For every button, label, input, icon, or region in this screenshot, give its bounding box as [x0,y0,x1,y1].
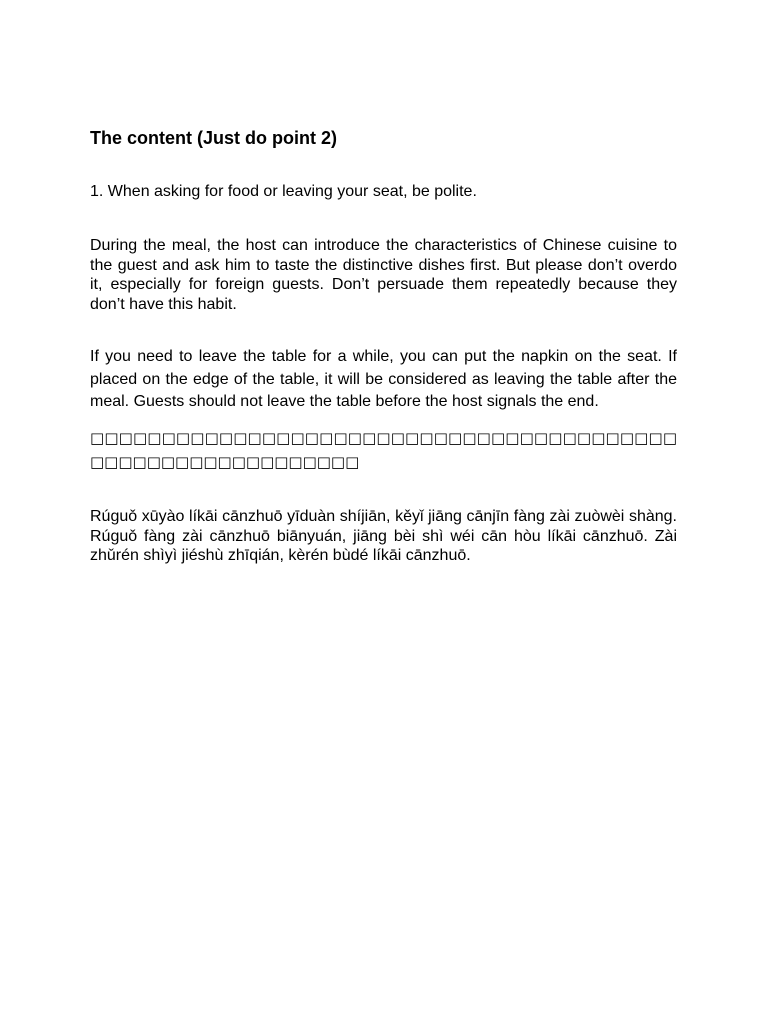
paragraph-point-1: 1. When asking for food or leaving your seat, be polite. [90,183,477,200]
document-title: The content (Just do point 2) [90,128,337,148]
paragraph-pinyin: Rúguǒ xūyào líkāi cānzhuō yīduàn shíjiān, kěyǐ jiāng cānjīn fàng zài zuòwèi shàng. Rúguǒ fàng zài cānzhuō biānyuán, jiāng bèi shì wéi cān hòu líkāi cānzhuō. Zài zhǔrén shìyì jiéshù zhīqián, kèrén bùdé líkāi cānzhuō. [90,508,677,564]
paragraph-chinese-text: □□□□□□□□□□□□□□□□□□□□□□□□□□□□□□□□□□□□□□□□□□□□□□□□□□□□□□□□□□□□ [90,429,677,471]
paragraph-meal-etiquette: During the meal, the host can introduce the characteristics of Chinese cuisine to the guest and ask him to taste the distinctive dishes first. But please don’t overdo it, especially for foreign guests. Don’t persuade them repeatedly because they don’t have this habit. [90,237,677,313]
paragraph-leaving-table: If you need to leave the table for a while, you can put the napkin on the seat. If placed on the edge of the table, it will be considered as leaving the table after the meal. Guests should not leave the table before the host signals the end. [90,348,677,410]
